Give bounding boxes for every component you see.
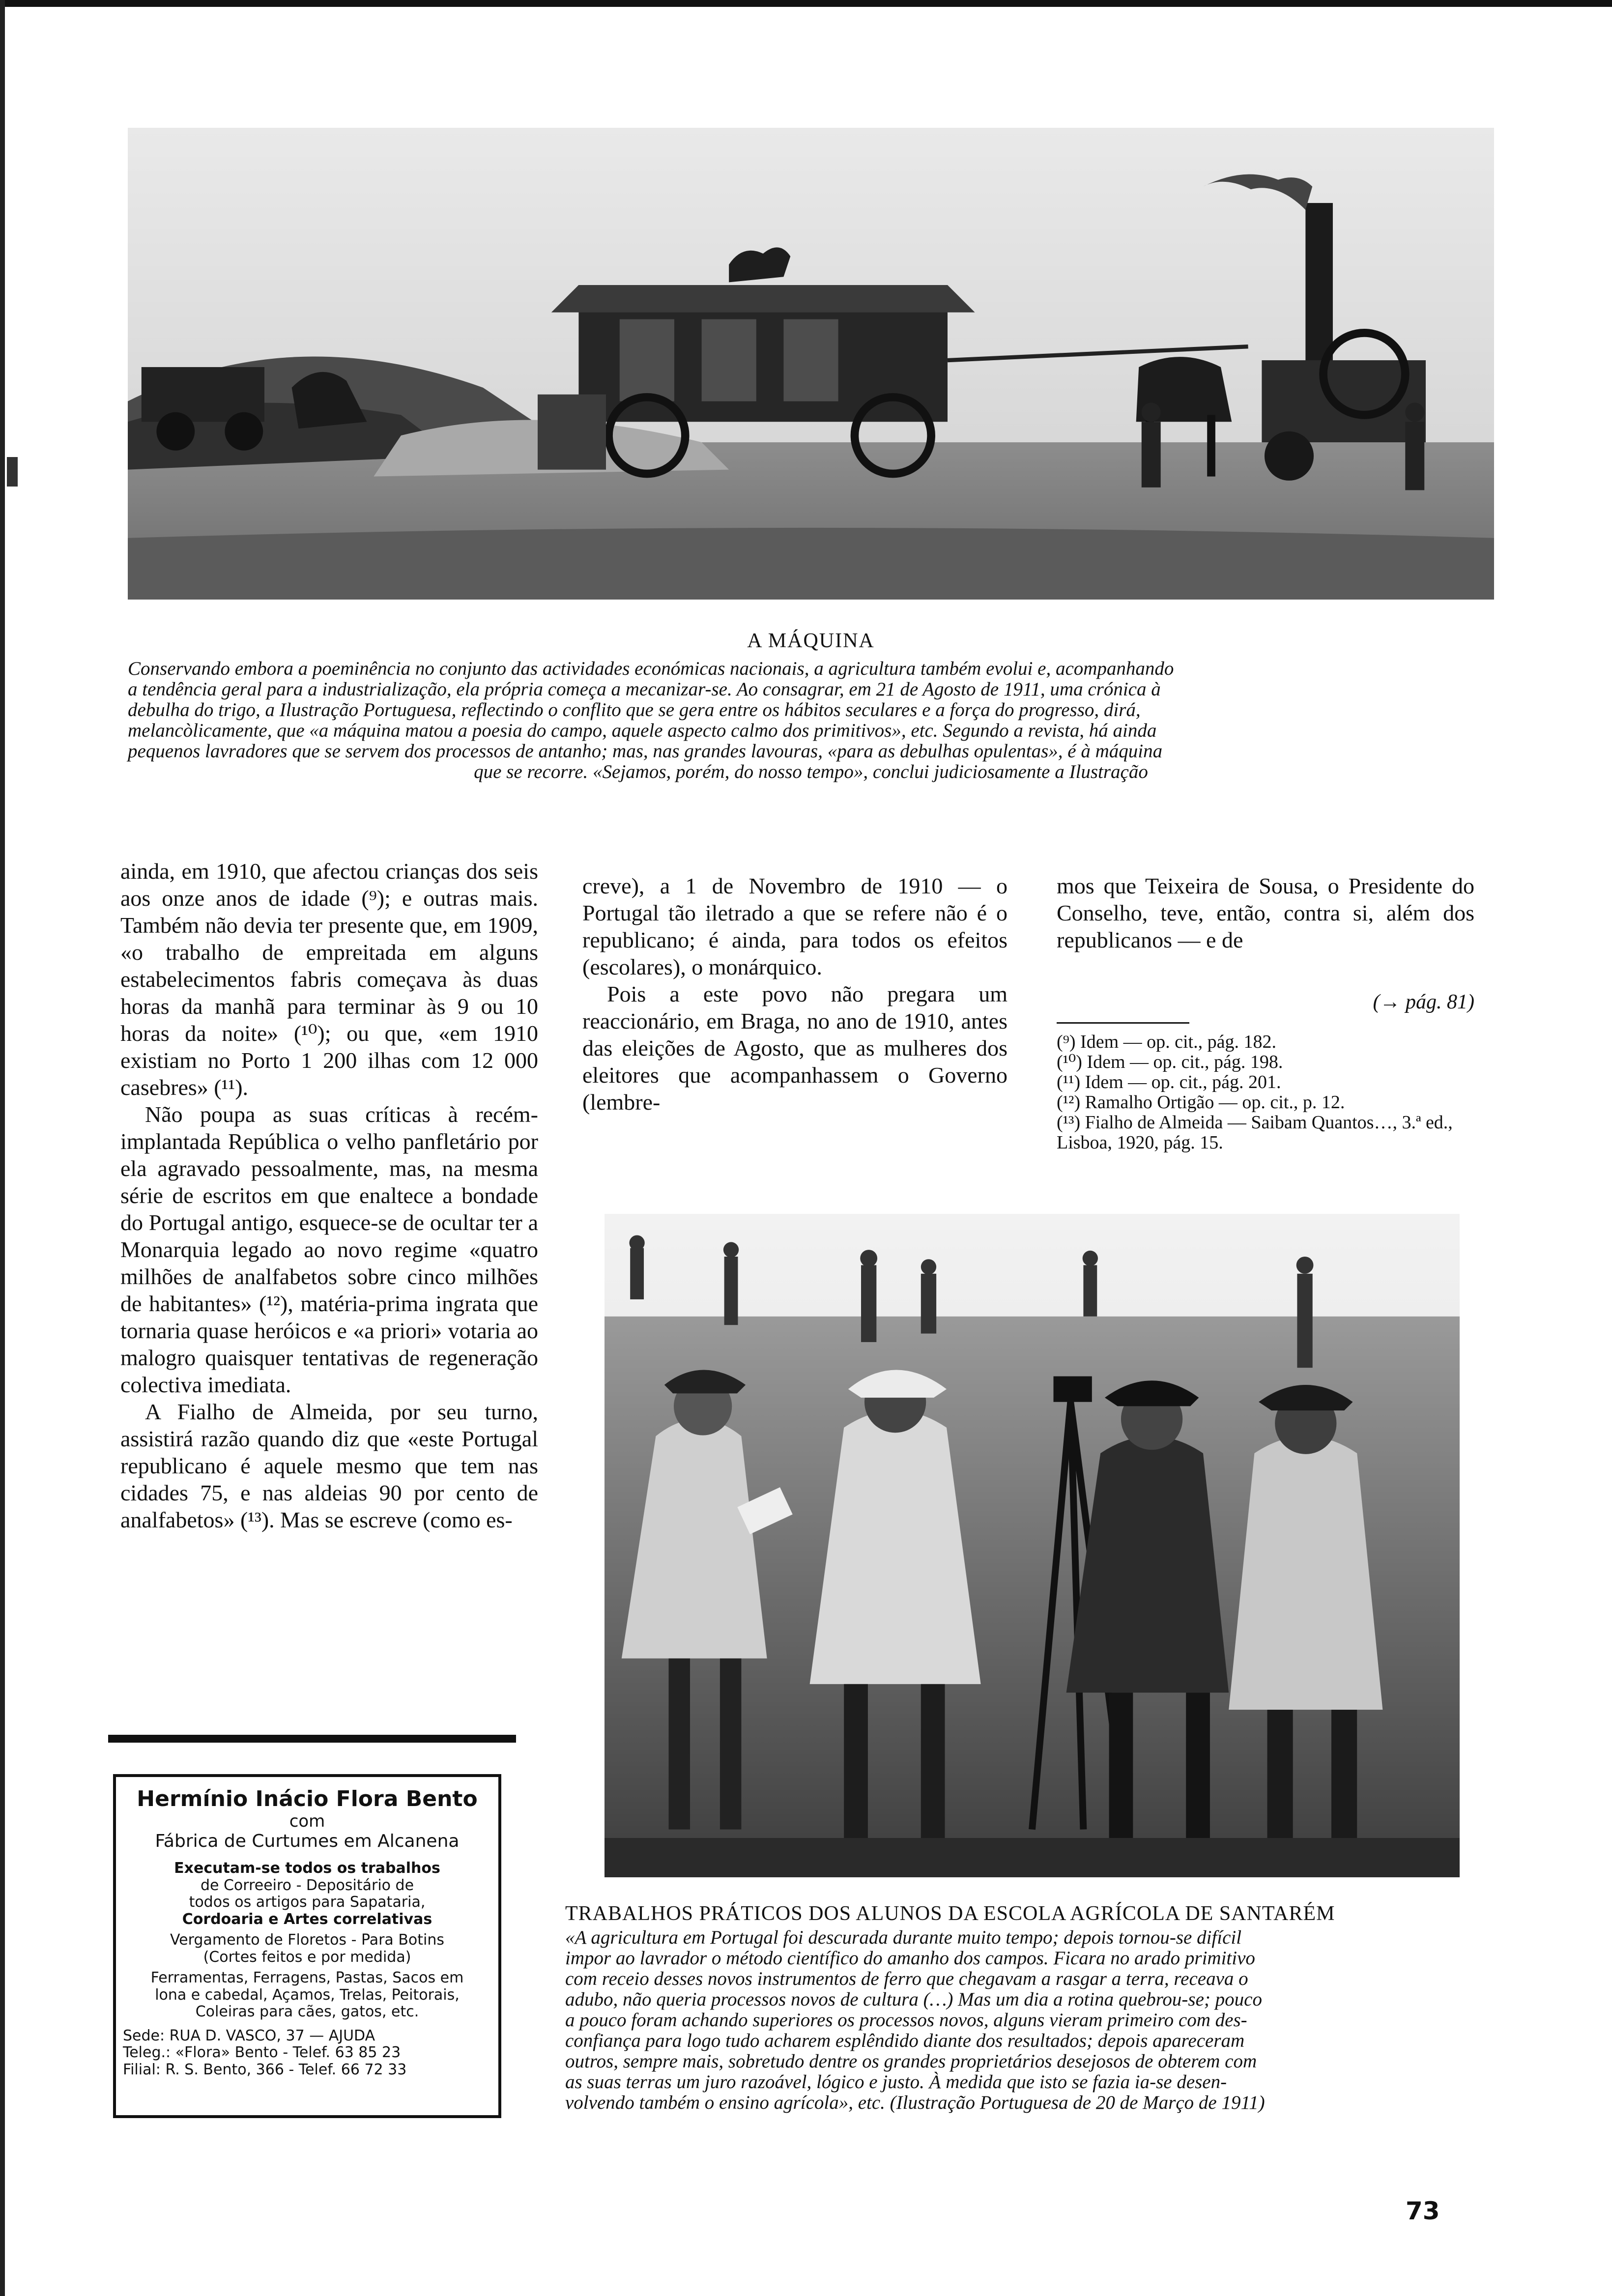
threshing-machine-photo — [128, 128, 1494, 600]
footnote: (¹¹) Idem — op. cit., pág. 201. — [1057, 1072, 1281, 1092]
advert-line: Vergamento de Floretos - Para Botins — [170, 1931, 445, 1949]
page-edge-top — [0, 0, 1612, 7]
photo-top-title: A MÁQUINA — [747, 630, 875, 652]
advert-line: todos os artigos para Sapataria, — [189, 1894, 426, 1911]
caption-line: Conservando embora a poeminência no conjunto das actividades económicas nacionais, a agricultura também evolui e, acompanhando — [128, 658, 1174, 679]
caption-line: volvendo também o ensino agrícola», etc. (Ilustração Portuguesa de 20 de Março de 1911) — [565, 2092, 1265, 2113]
text-column-2 — [582, 872, 1008, 1116]
footnote: (¹²) Ramalho Ortigão — op. cit., p. 12. — [1057, 1092, 1345, 1113]
caption-line: melancòlicamente, que «a máquina matou a poesia do campo, aquele aspecto calmo dos primitivos», etc. Segundo a revista, há ainda — [128, 720, 1157, 741]
binding-mark — [7, 457, 18, 487]
photo-bottom-caption — [565, 1927, 1455, 2113]
paragraph: ainda, em 1910, que afectou crianças dos seis aos onze anos de idade (⁹); e outras mais. Também não devia ter presente que, em 1909, «o trabalho de empreitada em alguns estabelecimentos fabris começava às duas horas da manhã para terminar às 9 ou 10 horas da noite» (¹⁰); ou que, «em 1910 existiam no Porto 1 200 ilhas com 12 000 casebres» (¹¹). — [120, 859, 538, 1100]
text-column-1 — [120, 858, 538, 1533]
caption-line: a pouco foram achando superiores os processos novos, alguns vieram primeiro com des- — [565, 2009, 1247, 2031]
advert-line: (Cortes feitos e por medida) — [203, 1948, 411, 1966]
caption-line: pequenos lavradores que se servem dos processos de antanho; mas, nas grandes lavouras, «para as debulhas opulentas», é à máquina — [128, 741, 1163, 762]
agricultural-students-photo — [604, 1214, 1460, 1877]
advert-box — [113, 1774, 501, 2118]
caption-line: impor ao lavrador o método científico do amanho dos campos. Ficara no arado primitivo — [565, 1948, 1255, 1969]
advert-name: Hermínio Inácio Flora Bento — [137, 1786, 478, 1811]
paragraph: Não poupa as suas críticas à recém-implantada República o velho panfletário por ela agravado pessoalmente, mas, na mesma série de escritos em que enaltece a bondade do Portugal antigo, esquece-se de ocultar ter a Monarquia legado ao novo regime «quatro milhões de analfabetos sobre cinco milhões de habitantes» (¹²), matéria-prima ingrata que tornaria quase heróicos e «a priori» votaria ao malogro quaisquer tentativas de regeneração colectiva imediata. — [120, 1102, 538, 1397]
photo-top-caption — [128, 659, 1494, 782]
advert-sede: Sede: RUA D. VASCO, 37 — AJUDA — [123, 2027, 375, 2044]
footnotes — [1057, 1032, 1474, 1153]
caption-line: outros, sempre mais, sobretudo dentre os grandes proprietários desejosos de obterem com — [565, 2051, 1257, 2072]
caption-line: confiança para logo tudo acharem esplêndido diante dos resultados; depois apareceram — [565, 2030, 1245, 2051]
page-edge-left — [0, 0, 5, 2296]
advert-rule — [108, 1735, 516, 1743]
advert-line: Ferramentas, Ferragens, Pastas, Sacos em — [150, 1969, 464, 1987]
footnote: (¹⁰) Idem — op. cit., pág. 198. — [1057, 1052, 1283, 1072]
advert-teleg: Teleg.: «Flora» Bento - Telef. 63 85 23 — [123, 2044, 401, 2062]
footnote-rule — [1057, 1022, 1189, 1024]
caption-line: adubo, não queria processos novos de cultura (…) Mas um dia a rotina quebrou-se; pouco — [565, 1989, 1262, 2010]
paragraph: Pois a este povo não pregara um reaccionário, em Braga, no ano de 1910, antes das eleições de Agosto, que as mulheres dos eleitores que acompanhassem o Governo (lembre- — [582, 981, 1008, 1115]
text-column-3 — [1057, 872, 1474, 953]
advert-line: Executam-se todos os trabalhos — [174, 1860, 440, 1877]
continued-on-page: (→ pág. 81) — [1373, 991, 1474, 1013]
advert-line: lona e cabedal, Açamos, Trelas, Peitorais, — [155, 1986, 460, 2004]
caption-line: «A agricultura em Portugal foi descurada durante muito tempo; depois tornou-se difícil — [565, 1927, 1242, 1948]
paragraph: A Fialho de Almeida, por seu turno, assistirá razão quando diz que «este Portugal republicano é aquele mesmo que tem nas cidades 75, e nas aldeias 90 por cento de analfabetos» (¹³). Mas se escreve (como es- — [120, 1399, 538, 1532]
footnote: (¹³) Fialho de Almeida — Saibam Quantos…, 3.ª ed., Lisboa, 1920, pág. 15. — [1057, 1112, 1453, 1153]
advert-factory: Fábrica de Curtumes em Alcanena — [155, 1831, 460, 1851]
advert-filial: Filial: R. S. Bento, 366 - Telef. 66 72 33 — [123, 2061, 407, 2078]
caption-line: debulha do trigo, a Ilustração Portuguesa, reflectindo o conflito que se gera entre os hábitos seculares e a força do progresso, dirá, — [128, 699, 1141, 720]
footnote: (⁹) Idem — op. cit., pág. 182. — [1057, 1032, 1276, 1052]
caption-line: com receio desses novos instrumentos de ferro que chegavam a rasgar a terra, receava o — [565, 1968, 1248, 1989]
paragraph: mos que Teixeira de Sousa, o Presidente do Conselho, teve, então, contra si, além dos republicanos — e de — [1057, 873, 1474, 952]
advert-line: Coleiras para cães, gatos, etc. — [195, 2003, 419, 2021]
caption-line: as suas terras um juro razoável, lógico e justo. À medida que isto se fazia ia-se desen- — [565, 2071, 1227, 2093]
advert-com: com — [289, 1811, 325, 1831]
advert-line: Cordoaria e Artes correlativas — [182, 1910, 432, 1928]
caption-line: a tendência geral para a industrialização, ela própria começa a mecanizar-se. Ao consagrar, em 21 de Agosto de 1911, uma crónica à — [128, 679, 1161, 700]
advert-line: de Correeiro - Depositário de — [200, 1876, 414, 1894]
page-number: 73 — [1406, 2197, 1440, 2225]
paragraph: creve), a 1 de Novembro de 1910 — o Portugal tão iletrado a que se refere não é o republicano; é ainda, para todos os efeitos (escolares), o monárquico. — [582, 873, 1008, 979]
photo-bottom-title: TRABALHOS PRÁTICOS DOS ALUNOS DA ESCOLA AGRÍCOLA DE SANTARÉM — [565, 1902, 1335, 1925]
caption-line: que se recorre. «Sejamos, porém, do nosso tempo», conclui judiciosamente a Ilustração — [474, 761, 1148, 782]
